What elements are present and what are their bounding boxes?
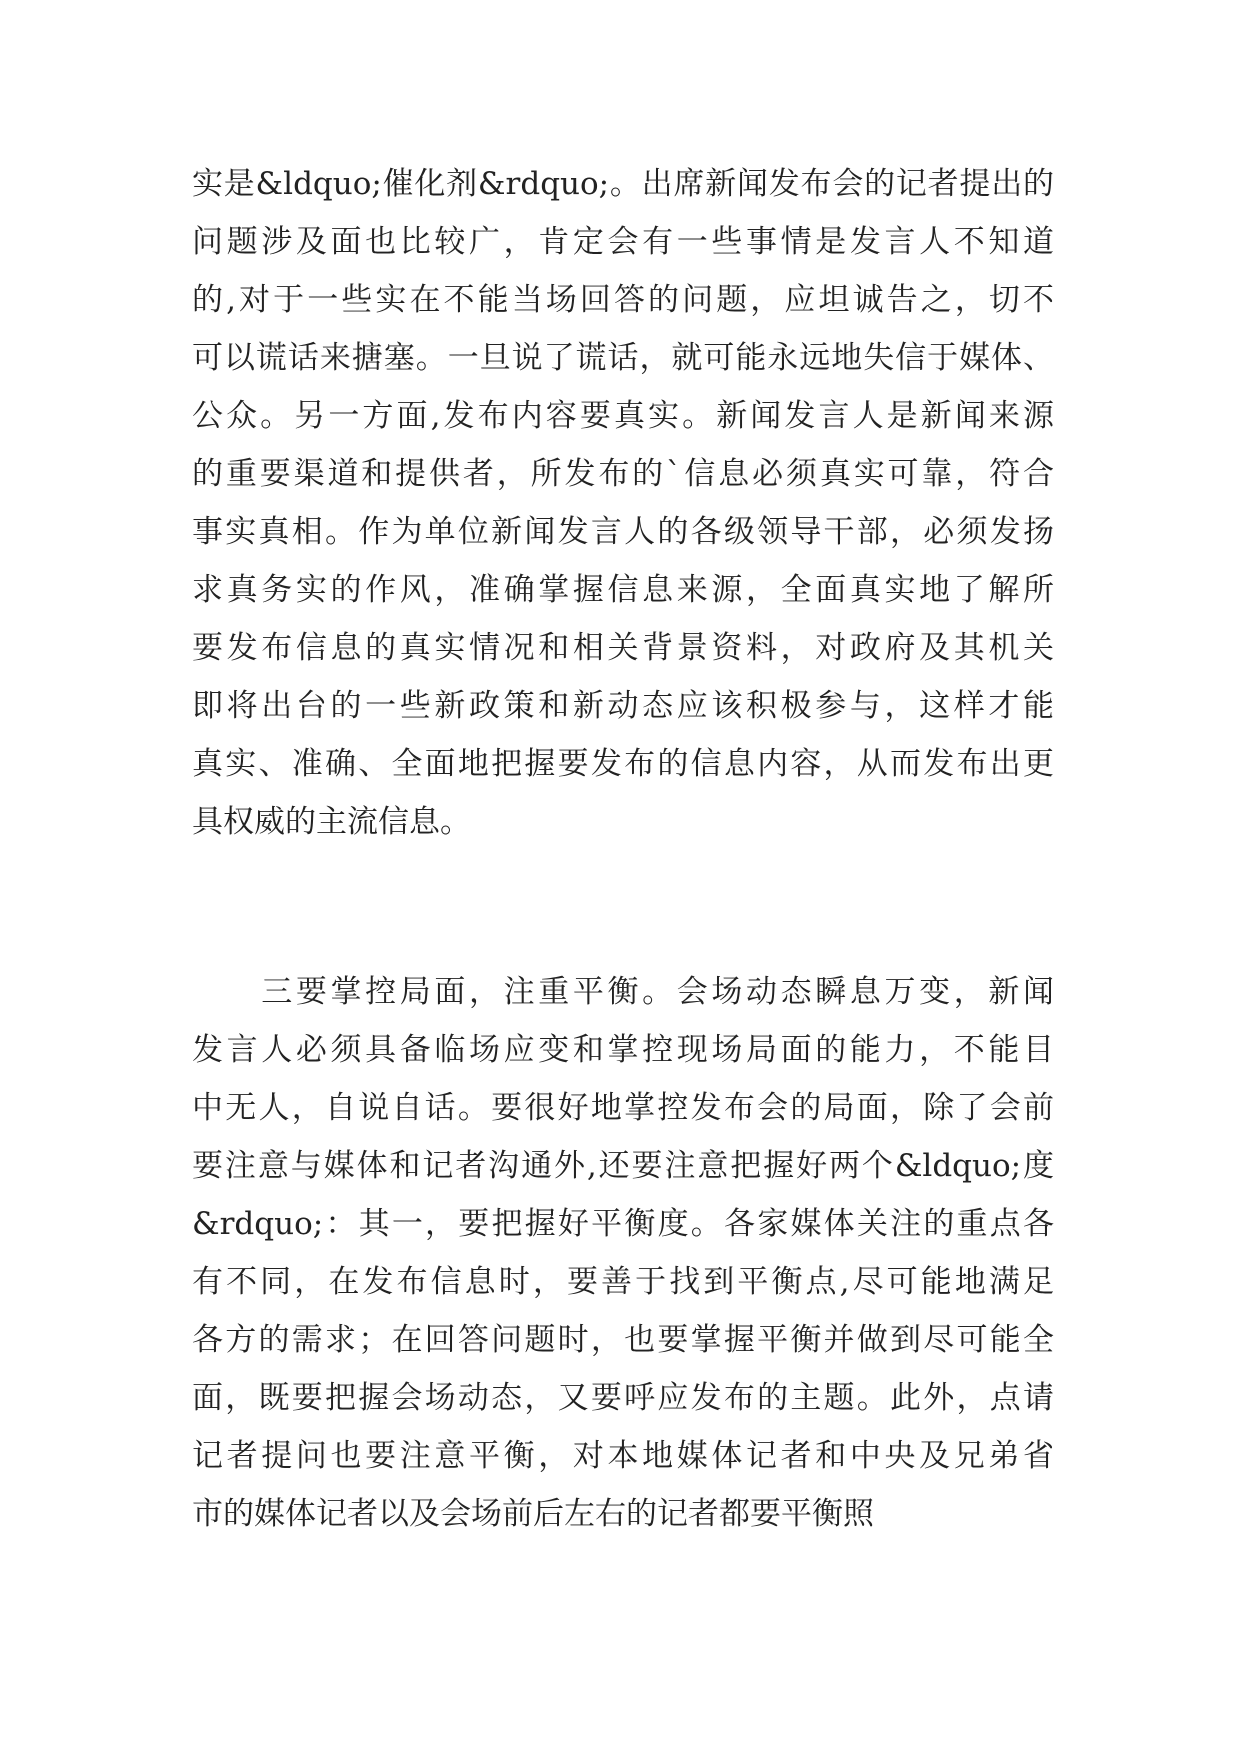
text-line: 的,对于一些实在不能当场回答的问题，应坦诚告之，切不 bbox=[192, 282, 1054, 318]
text-line: 实是&ldquo;催化剂&rdquo;。出席新闻发布会的记者提出的 bbox=[192, 166, 1054, 202]
text-line: 的重要渠道和提供者，所发布的`信息必须真实可靠，符合 bbox=[192, 456, 1054, 492]
text-line: 有不同，在发布信息时，要善于找到平衡点,尽可能地满足 bbox=[192, 1264, 1054, 1300]
text-line: 要发布信息的真实情况和相关背景资料，对政府及其机关 bbox=[192, 630, 1054, 666]
text-line: 公众。另一方面,发布内容要真实。新闻发言人是新闻来源 bbox=[192, 398, 1054, 434]
text-line: 问题涉及面也比较广，肯定会有一些事情是发言人不知道 bbox=[192, 224, 1054, 260]
text-line: 可以谎话来搪塞。一旦说了谎话，就可能永远地失信于媒体、 bbox=[192, 340, 1054, 376]
text-line: 具权威的主流信息。 bbox=[192, 804, 471, 840]
text-line: 面，既要把握会场动态，又要呼应发布的主题。此外，点请 bbox=[192, 1380, 1054, 1416]
text-line: 即将出台的一些新政策和新动态应该积极参与，这样才能 bbox=[192, 688, 1054, 724]
text-line: 要注意与媒体和记者沟通外,还要注意把握好两个&ldquo;度 bbox=[192, 1148, 1054, 1184]
text-line: 各方的需求；在回答问题时，也要掌握平衡并做到尽可能全 bbox=[192, 1322, 1054, 1358]
text-line: 发言人必须具备临场应变和掌控现场局面的能力，不能目 bbox=[192, 1032, 1054, 1068]
text-line: &rdquo;：其一，要把握好平衡度。各家媒体关注的重点各 bbox=[192, 1206, 1054, 1242]
text-line: 记者提问也要注意平衡，对本地媒体记者和中央及兄弟省 bbox=[192, 1438, 1054, 1474]
text-line: 事实真相。作为单位新闻发言人的各级领导干部，必须发扬 bbox=[192, 514, 1054, 550]
text-line: 求真务实的作风，准确掌握信息来源，全面真实地了解所 bbox=[192, 572, 1054, 608]
text-line: 真实、准确、全面地把握要发布的信息内容，从而发布出更 bbox=[192, 746, 1054, 782]
text-line: 三要掌控局面，注重平衡。会场动态瞬息万变，新闻 bbox=[192, 974, 1054, 1010]
paragraph-control-balance bbox=[192, 963, 1054, 1543]
text-line: 市的媒体记者以及会场前后左右的记者都要平衡照 bbox=[192, 1496, 874, 1532]
paragraph-truthful-release bbox=[192, 155, 1054, 851]
text-line: 中无人，自说自话。要很好地掌控发布会的局面，除了会前 bbox=[192, 1090, 1054, 1126]
